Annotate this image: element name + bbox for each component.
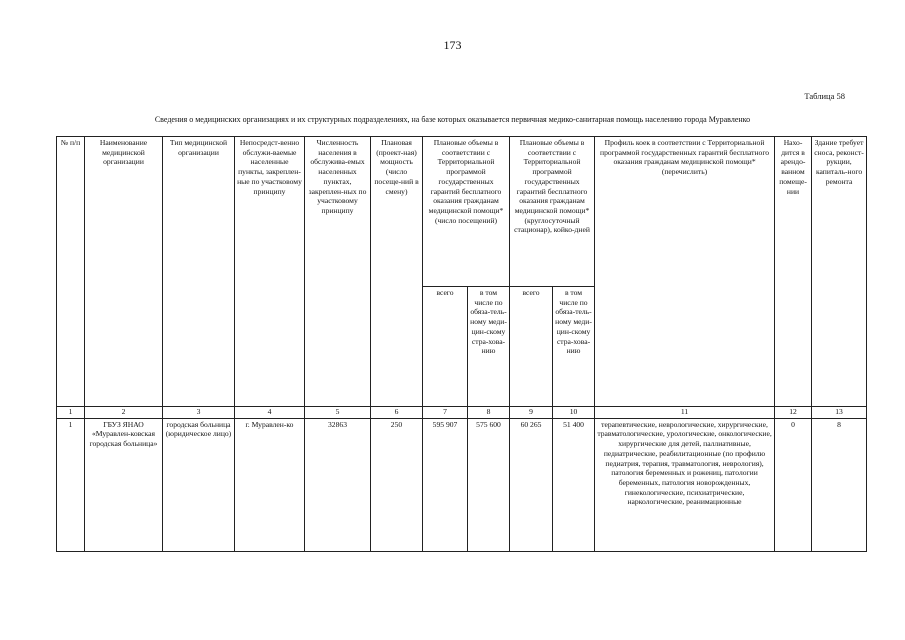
header-visits-volume: Плановые объемы в соответствии с Территориальной программой государственных гарантий бесплатного оказания гражданам медицинской помощи* (число посещений) [423, 137, 510, 287]
header-needs-repair: Здание требует сноса, реконст-рукции, капиталь-ного ремонта [812, 137, 867, 407]
page-number: 173 [443, 38, 462, 52]
header-beddays-total: всего [510, 287, 553, 407]
settlements-cell: г. Муравлен-ко [235, 418, 305, 551]
column-number: 10 [553, 407, 595, 419]
visits-total-cell: 595 907 [423, 418, 468, 551]
column-number: 12 [775, 407, 812, 419]
header-rented: Нахо-дится в арендо-ванном помеще-нии [775, 137, 812, 407]
bed-profile-cell: терапевтические, неврологические, хирургические, травматологические, урологические, онкологические, хирургические для детей, паллиативные, педиатрические, реабилитационные (по профилю педиатрия, терапия, травматология, неврология), патология беременных и рожениц, патологии беременных, патология новорожденных, гинекологические, психиатрические, наркологические, реанимационные [595, 418, 775, 551]
column-number: 1 [57, 407, 85, 419]
population-cell: 32863 [305, 418, 371, 551]
column-number: 4 [235, 407, 305, 419]
header-bed-profile: Профиль коек в соответствии с Территориальной программой государственных гарантий бесплатного оказания гражданам медицинской помощи* (перечислить) [595, 137, 775, 407]
column-number: 13 [812, 407, 867, 419]
beddays-oms-cell: 51 400 [553, 418, 595, 551]
header-beddays-volume: Плановые объемы в соответствии с Территориальной программой государственных гарантий бесплатного оказания гражданам медицинской помощи* (круглосуточный стационар), койко-дней [510, 137, 595, 287]
capacity-cell: 250 [371, 418, 423, 551]
header-visits-total: всего [423, 287, 468, 407]
header-row [57, 137, 867, 287]
medical-organizations-table [56, 136, 867, 552]
column-number: 5 [305, 407, 371, 419]
column-number: 6 [371, 407, 423, 419]
column-number: 2 [85, 407, 163, 419]
row-number: 1 [57, 418, 85, 551]
header-number: № п/п [57, 137, 85, 407]
header-beddays-oms: в том числе по обяза-тель-ному меди-цин-скому стра-хова-нию [553, 287, 595, 407]
column-number: 3 [163, 407, 235, 419]
visits-oms-cell: 575 600 [468, 418, 510, 551]
rented-cell: 0 [775, 418, 812, 551]
column-number: 9 [510, 407, 553, 419]
beddays-total-cell: 60 265 [510, 418, 553, 551]
header-capacity: Плановая (проект-ная) мощность (число посеще-ний в смену) [371, 137, 423, 407]
column-number: 7 [423, 407, 468, 419]
org-type-cell: городская больница (юридическое лицо) [163, 418, 235, 551]
table-row [57, 418, 867, 551]
table-caption: Сведения о медицинских организациях и их структурных подразделениях, на базе которых оказывается первичная медико-санитарная помощь населению города Муравленко [154, 115, 751, 124]
header-population: Численность населения в обслужива-емых населенных пунктах, закреплен-ных по участковому принципу [305, 137, 371, 407]
column-number: 8 [468, 407, 510, 419]
header-settlements: Непосредст-венно обслужи-ваемые населенные пункты, закреплен-ные по участковому принципу [235, 137, 305, 407]
header-visits-oms: в том числе по обяза-тель-ному меди-цин-скому стра-хова-нию [468, 287, 510, 407]
table-label: Таблица 58 [804, 91, 845, 101]
org-name-cell: ГБУЗ ЯНАО «Муравлен-ковская городская больница» [85, 418, 163, 551]
needs-repair-cell: 8 [812, 418, 867, 551]
column-numbers-row [57, 407, 867, 419]
column-number: 11 [595, 407, 775, 419]
header-org-type: Тип медицинской организации [163, 137, 235, 407]
header-org-name: Наименование медицинской организации [85, 137, 163, 407]
